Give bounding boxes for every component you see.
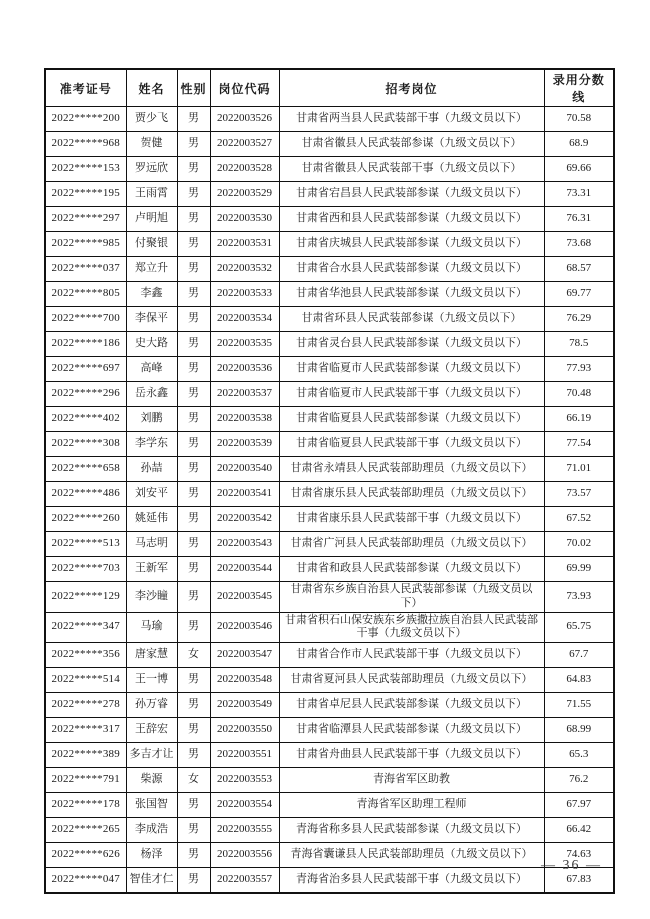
admission-score-cell: 69.66 [544, 157, 614, 182]
ticket-number-cell: 2022*****129 [45, 582, 126, 613]
admission-score-cell: 76.31 [544, 207, 614, 232]
recruitment-position-cell: 甘肃省徽县人民武装部参谋（九级文员以下） [279, 132, 544, 157]
position-code-cell: 2022003549 [210, 693, 279, 718]
admission-score-cell: 71.55 [544, 693, 614, 718]
name-cell: 柴源 [126, 768, 177, 793]
position-code-cell: 2022003529 [210, 182, 279, 207]
table-row [45, 582, 614, 613]
admission-score-cell: 66.42 [544, 818, 614, 843]
position-code-cell: 2022003543 [210, 532, 279, 557]
recruitment-position-cell: 甘肃省合作市人民武装部干事（九级文员以下） [279, 643, 544, 668]
recruitment-position-cell: 甘肃省夏河县人民武装部助理员（九级文员以下） [279, 668, 544, 693]
gender-cell: 男 [177, 843, 210, 868]
header-gender: 性别 [177, 69, 210, 107]
ticket-number-cell: 2022*****278 [45, 693, 126, 718]
position-code-cell: 2022003555 [210, 818, 279, 843]
header-ticket-number: 准考证号 [45, 69, 126, 107]
ticket-number-cell: 2022*****356 [45, 643, 126, 668]
table-row [45, 793, 614, 818]
ticket-number-cell: 2022*****296 [45, 382, 126, 407]
gender-cell: 男 [177, 107, 210, 132]
position-code-cell: 2022003557 [210, 868, 279, 894]
table-row [45, 743, 614, 768]
recruitment-position-cell: 甘肃省灵台县人民武装部参谋（九级文员以下） [279, 332, 544, 357]
recruitment-position-cell: 青海省囊谦县人民武装部助理员（九级文员以下） [279, 843, 544, 868]
gender-cell: 男 [177, 668, 210, 693]
gender-cell: 男 [177, 693, 210, 718]
table-row [45, 532, 614, 557]
table-row [45, 612, 614, 643]
recruitment-position-cell: 甘肃省临夏县人民武装部干事（九级文员以下） [279, 432, 544, 457]
gender-cell: 男 [177, 257, 210, 282]
table-row [45, 232, 614, 257]
name-cell: 张国智 [126, 793, 177, 818]
gender-cell: 男 [177, 818, 210, 843]
position-code-cell: 2022003535 [210, 332, 279, 357]
gender-cell: 男 [177, 532, 210, 557]
position-code-cell: 2022003534 [210, 307, 279, 332]
ticket-number-cell: 2022*****178 [45, 793, 126, 818]
admission-score-cell: 67.97 [544, 793, 614, 818]
admission-score-cell: 73.93 [544, 582, 614, 613]
ticket-number-cell: 2022*****658 [45, 457, 126, 482]
ticket-number-cell: 2022*****626 [45, 843, 126, 868]
ticket-number-cell: 2022*****200 [45, 107, 126, 132]
table-row [45, 868, 614, 894]
position-code-cell: 2022003545 [210, 582, 279, 613]
name-cell: 李成浩 [126, 818, 177, 843]
position-code-cell: 2022003553 [210, 768, 279, 793]
name-cell: 王雨霄 [126, 182, 177, 207]
admission-score-cell: 71.01 [544, 457, 614, 482]
table-header-row [45, 69, 614, 107]
name-cell: 李鑫 [126, 282, 177, 307]
position-code-cell: 2022003546 [210, 612, 279, 643]
admission-score-cell: 66.19 [544, 407, 614, 432]
recruitment-position-cell: 甘肃省永靖县人民武装部助理员（九级文员以下） [279, 457, 544, 482]
header-recruitment-position: 招考岗位 [279, 69, 544, 107]
gender-cell: 男 [177, 157, 210, 182]
table-row [45, 307, 614, 332]
recruitment-position-cell: 青海省称多县人民武装部参谋（九级文员以下） [279, 818, 544, 843]
admission-score-cell: 67.52 [544, 507, 614, 532]
admission-score-cell: 67.83 [544, 868, 614, 894]
admission-score-cell: 65.75 [544, 612, 614, 643]
recruitment-position-cell: 甘肃省康乐县人民武装部干事（九级文员以下） [279, 507, 544, 532]
ticket-number-cell: 2022*****260 [45, 507, 126, 532]
name-cell: 马志明 [126, 532, 177, 557]
position-code-cell: 2022003550 [210, 718, 279, 743]
name-cell: 李沙瞳 [126, 582, 177, 613]
name-cell: 李学东 [126, 432, 177, 457]
recruitment-position-cell: 甘肃省两当县人民武装部干事（九级文员以下） [279, 107, 544, 132]
admission-score-cell: 68.99 [544, 718, 614, 743]
header-name: 姓名 [126, 69, 177, 107]
recruitment-position-cell: 青海省军区助理工程师 [279, 793, 544, 818]
position-code-cell: 2022003540 [210, 457, 279, 482]
recruitment-position-cell: 甘肃省西和县人民武装部参谋（九级文员以下） [279, 207, 544, 232]
admission-score-cell: 64.83 [544, 668, 614, 693]
admission-score-cell: 67.7 [544, 643, 614, 668]
table-row [45, 407, 614, 432]
name-cell: 付聚银 [126, 232, 177, 257]
name-cell: 唐家慧 [126, 643, 177, 668]
ticket-number-cell: 2022*****791 [45, 768, 126, 793]
gender-cell: 男 [177, 457, 210, 482]
gender-cell: 男 [177, 868, 210, 894]
header-admission-score: 录用分数线 [544, 69, 614, 107]
ticket-number-cell: 2022*****514 [45, 668, 126, 693]
table-row [45, 718, 614, 743]
recruitment-position-cell: 甘肃省合水县人民武装部参谋（九级文员以下） [279, 257, 544, 282]
name-cell: 高峰 [126, 357, 177, 382]
table-row [45, 157, 614, 182]
ticket-number-cell: 2022*****697 [45, 357, 126, 382]
name-cell: 郑立升 [126, 257, 177, 282]
position-code-cell: 2022003551 [210, 743, 279, 768]
admission-score-cell: 73.31 [544, 182, 614, 207]
name-cell: 孙万睿 [126, 693, 177, 718]
table-row [45, 332, 614, 357]
name-cell: 贺健 [126, 132, 177, 157]
table-row [45, 257, 614, 282]
gender-cell: 男 [177, 743, 210, 768]
admission-score-cell: 77.54 [544, 432, 614, 457]
position-code-cell: 2022003536 [210, 357, 279, 382]
table-row [45, 132, 614, 157]
name-cell: 孙喆 [126, 457, 177, 482]
table-row [45, 693, 614, 718]
admission-score-cell: 74.63 [544, 843, 614, 868]
name-cell: 贾少飞 [126, 107, 177, 132]
table-row [45, 482, 614, 507]
gender-cell: 女 [177, 768, 210, 793]
admission-score-cell: 78.5 [544, 332, 614, 357]
admission-score-cell: 70.48 [544, 382, 614, 407]
gender-cell: 男 [177, 582, 210, 613]
name-cell: 罗远欣 [126, 157, 177, 182]
table-row [45, 357, 614, 382]
recruitment-position-cell: 甘肃省广河县人民武装部助理员（九级文员以下） [279, 532, 544, 557]
gender-cell: 男 [177, 557, 210, 582]
admission-score-cell: 69.99 [544, 557, 614, 582]
gender-cell: 女 [177, 643, 210, 668]
table-row [45, 207, 614, 232]
name-cell: 王辞宏 [126, 718, 177, 743]
table-row [45, 768, 614, 793]
table-row [45, 432, 614, 457]
page-number: — 36 — [541, 858, 602, 873]
position-code-cell: 2022003544 [210, 557, 279, 582]
recruitment-position-cell: 甘肃省东乡族自治县人民武装部参谋（九级文员以下） [279, 582, 544, 613]
recruitment-position-cell: 甘肃省舟曲县人民武装部干事（九级文员以下） [279, 743, 544, 768]
ticket-number-cell: 2022*****047 [45, 868, 126, 894]
recruitment-position-cell: 甘肃省康乐县人民武装部助理员（九级文员以下） [279, 482, 544, 507]
gender-cell: 男 [177, 207, 210, 232]
recruitment-position-cell: 甘肃省积石山保安族东乡族撒拉族自治县人民武装部干事（九级文员以下） [279, 612, 544, 643]
table-row [45, 668, 614, 693]
ticket-number-cell: 2022*****265 [45, 818, 126, 843]
name-cell: 姚延伟 [126, 507, 177, 532]
ticket-number-cell: 2022*****513 [45, 532, 126, 557]
recruitment-position-cell: 甘肃省临夏市人民武装部参谋（九级文员以下） [279, 357, 544, 382]
ticket-number-cell: 2022*****347 [45, 612, 126, 643]
name-cell: 李保平 [126, 307, 177, 332]
ticket-number-cell: 2022*****317 [45, 718, 126, 743]
table-row [45, 557, 614, 582]
ticket-number-cell: 2022*****402 [45, 407, 126, 432]
position-code-cell: 2022003527 [210, 132, 279, 157]
position-code-cell: 2022003547 [210, 643, 279, 668]
position-code-cell: 2022003538 [210, 407, 279, 432]
recruitment-position-cell: 甘肃省庆城县人民武装部参谋（九级文员以下） [279, 232, 544, 257]
table-row [45, 382, 614, 407]
table-row [45, 282, 614, 307]
gender-cell: 男 [177, 232, 210, 257]
admission-score-cell: 76.2 [544, 768, 614, 793]
name-cell: 智佳才仁 [126, 868, 177, 894]
position-code-cell: 2022003537 [210, 382, 279, 407]
admission-score-cell: 70.58 [544, 107, 614, 132]
gender-cell: 男 [177, 282, 210, 307]
position-code-cell: 2022003556 [210, 843, 279, 868]
recruitment-position-cell: 甘肃省卓尼县人民武装部参谋（九级文员以下） [279, 693, 544, 718]
ticket-number-cell: 2022*****195 [45, 182, 126, 207]
name-cell: 马瑜 [126, 612, 177, 643]
ticket-number-cell: 2022*****968 [45, 132, 126, 157]
recruitment-position-cell: 甘肃省宕昌县人民武装部参谋（九级文员以下） [279, 182, 544, 207]
admission-score-cell: 70.02 [544, 532, 614, 557]
position-code-cell: 2022003528 [210, 157, 279, 182]
name-cell: 多吉才让 [126, 743, 177, 768]
recruitment-position-cell: 甘肃省临夏市人民武装部干事（九级文员以下） [279, 382, 544, 407]
gender-cell: 男 [177, 382, 210, 407]
position-code-cell: 2022003533 [210, 282, 279, 307]
admission-score-cell: 68.9 [544, 132, 614, 157]
table-row [45, 643, 614, 668]
position-code-cell: 2022003542 [210, 507, 279, 532]
ticket-number-cell: 2022*****153 [45, 157, 126, 182]
ticket-number-cell: 2022*****703 [45, 557, 126, 582]
recruitment-position-cell: 青海省治多县人民武装部干事（九级文员以下） [279, 868, 544, 894]
gender-cell: 男 [177, 182, 210, 207]
table-body [45, 107, 614, 894]
gender-cell: 男 [177, 132, 210, 157]
table-row [45, 843, 614, 868]
gender-cell: 男 [177, 793, 210, 818]
ticket-number-cell: 2022*****805 [45, 282, 126, 307]
gender-cell: 男 [177, 612, 210, 643]
admission-score-cell: 76.29 [544, 307, 614, 332]
admission-score-table [44, 68, 615, 894]
table-row [45, 457, 614, 482]
table-row [45, 182, 614, 207]
position-code-cell: 2022003539 [210, 432, 279, 457]
ticket-number-cell: 2022*****486 [45, 482, 126, 507]
position-code-cell: 2022003530 [210, 207, 279, 232]
table-row [45, 818, 614, 843]
ticket-number-cell: 2022*****985 [45, 232, 126, 257]
position-code-cell: 2022003526 [210, 107, 279, 132]
gender-cell: 男 [177, 407, 210, 432]
name-cell: 杨泽 [126, 843, 177, 868]
name-cell: 王一博 [126, 668, 177, 693]
position-code-cell: 2022003541 [210, 482, 279, 507]
admission-score-cell: 68.57 [544, 257, 614, 282]
gender-cell: 男 [177, 432, 210, 457]
name-cell: 岳永鑫 [126, 382, 177, 407]
name-cell: 王新军 [126, 557, 177, 582]
table-row [45, 507, 614, 532]
position-code-cell: 2022003531 [210, 232, 279, 257]
admission-score-cell: 77.93 [544, 357, 614, 382]
name-cell: 卢明旭 [126, 207, 177, 232]
position-code-cell: 2022003532 [210, 257, 279, 282]
table-row [45, 107, 614, 132]
gender-cell: 男 [177, 507, 210, 532]
name-cell: 刘鹏 [126, 407, 177, 432]
ticket-number-cell: 2022*****700 [45, 307, 126, 332]
position-code-cell: 2022003554 [210, 793, 279, 818]
ticket-number-cell: 2022*****389 [45, 743, 126, 768]
recruitment-position-cell: 甘肃省和政县人民武装部参谋（九级文员以下） [279, 557, 544, 582]
gender-cell: 男 [177, 357, 210, 382]
header-position-code: 岗位代码 [210, 69, 279, 107]
recruitment-position-cell: 甘肃省临夏县人民武装部参谋（九级文员以下） [279, 407, 544, 432]
admission-score-cell: 65.3 [544, 743, 614, 768]
ticket-number-cell: 2022*****297 [45, 207, 126, 232]
name-cell: 史大路 [126, 332, 177, 357]
gender-cell: 男 [177, 332, 210, 357]
gender-cell: 男 [177, 307, 210, 332]
gender-cell: 男 [177, 482, 210, 507]
position-code-cell: 2022003548 [210, 668, 279, 693]
gender-cell: 男 [177, 718, 210, 743]
ticket-number-cell: 2022*****186 [45, 332, 126, 357]
recruitment-position-cell: 甘肃省徽县人民武装部干事（九级文员以下） [279, 157, 544, 182]
admission-score-cell: 73.68 [544, 232, 614, 257]
name-cell: 刘安平 [126, 482, 177, 507]
recruitment-position-cell: 青海省军区助教 [279, 768, 544, 793]
ticket-number-cell: 2022*****037 [45, 257, 126, 282]
ticket-number-cell: 2022*****308 [45, 432, 126, 457]
recruitment-position-cell: 甘肃省环县人民武装部参谋（九级文员以下） [279, 307, 544, 332]
recruitment-position-cell: 甘肃省临潭县人民武装部参谋（九级文员以下） [279, 718, 544, 743]
admission-score-cell: 73.57 [544, 482, 614, 507]
admission-score-cell: 69.77 [544, 282, 614, 307]
recruitment-position-cell: 甘肃省华池县人民武装部参谋（九级文员以下） [279, 282, 544, 307]
